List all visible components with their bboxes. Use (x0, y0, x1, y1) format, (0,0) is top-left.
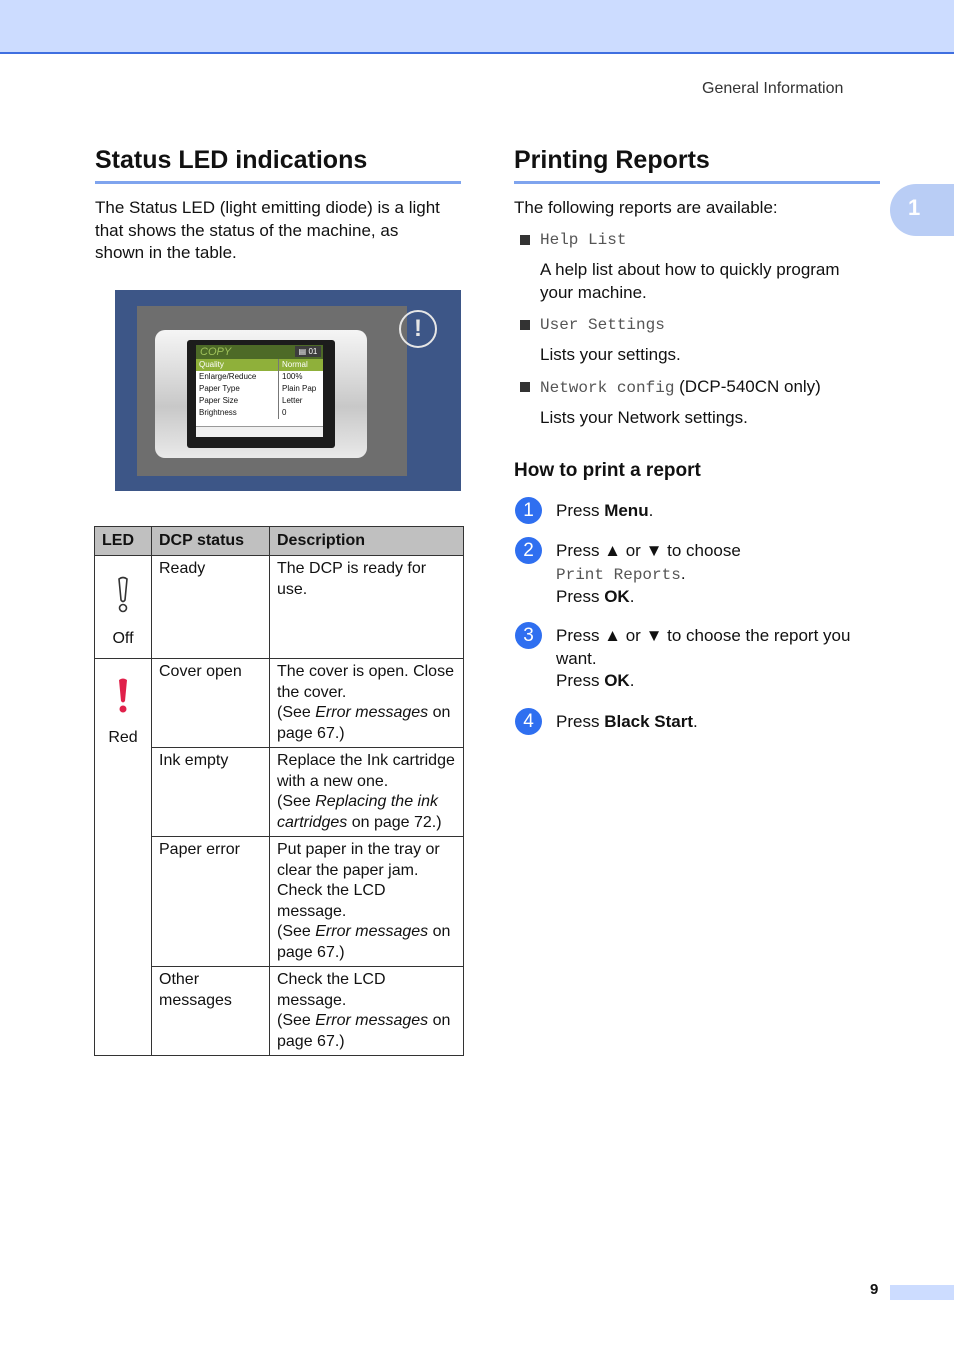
step-text-part: Press (556, 501, 605, 520)
lcd-row-value: 100% (278, 371, 302, 383)
report-item (540, 231, 626, 249)
step-text-part: Press (556, 712, 605, 731)
report-name: Network config (540, 379, 675, 397)
led-off-cell (95, 556, 152, 659)
header-band (0, 0, 954, 54)
section-title-printing-reports: Printing Reports (514, 146, 880, 184)
key-name: Black Start (604, 712, 694, 731)
lcd-copies-value: 01 (308, 347, 318, 356)
cross-reference: Error messages (315, 704, 429, 721)
intro-line: The Status LED (light emitting diode) is a light (95, 198, 440, 217)
led-off-label: Off (112, 629, 134, 647)
lcd-row (196, 395, 323, 407)
report-item (540, 377, 821, 397)
report-description: Lists your Network settings. (540, 408, 748, 427)
see-text: (See (277, 793, 316, 810)
page-reference: on page 67.) (277, 1012, 451, 1050)
col-header-description: Description (270, 527, 464, 556)
menu-option: Print Reports (556, 565, 681, 584)
lcd-row (196, 383, 323, 395)
lcd-display (187, 340, 335, 448)
page-reference: on page 72.) (347, 813, 442, 831)
status-intro (95, 197, 465, 265)
status-cell: Ink empty (152, 748, 270, 837)
report-suffix: (DCP-540CN only) (674, 377, 821, 396)
section-title-status-led: Status LED indications (95, 146, 461, 184)
status-cell: Cover open (152, 659, 270, 748)
lcd-title-bar (196, 345, 323, 359)
control-panel-figure (115, 290, 461, 491)
step-1-text (556, 500, 886, 523)
chapter-number: 1 (908, 195, 921, 220)
bullet-icon (520, 320, 530, 330)
report-item (540, 316, 665, 334)
description-cell (270, 748, 464, 837)
step-3-text (556, 625, 886, 693)
step-4-text (556, 711, 886, 734)
step-text-part: . (629, 587, 635, 606)
running-head: General Information (702, 80, 844, 97)
lcd-mode: COPY (200, 346, 232, 358)
step-number-icon: 2 (515, 537, 542, 564)
lcd-row-key: Enlarge/Reduce (199, 372, 257, 381)
report-desc-line: A help list about how to quickly program (540, 260, 840, 279)
step-2-text (556, 540, 886, 609)
lcd-row (196, 371, 323, 383)
lcd-row-value: Plain Pap (278, 383, 316, 395)
lcd-row-value: Normal (278, 359, 308, 371)
description-cell: The DCP is ready for use. (270, 556, 464, 659)
footer-band (890, 1285, 954, 1300)
cross-reference: Error messages (315, 923, 429, 940)
col-header-led: LED (95, 527, 152, 556)
page-number: 9 (870, 1281, 879, 1298)
description-text: Put paper in the tray or clear the paper jam. Check the LCD message. (277, 841, 440, 920)
lcd-copies: ▤ 01 (295, 346, 321, 357)
see-text: (See (277, 704, 316, 721)
description-cell (270, 837, 464, 967)
led-red-label: Red (108, 728, 138, 746)
key-name: OK (604, 671, 630, 690)
led-red-icon (113, 677, 133, 717)
step-number-icon: 4 (515, 708, 542, 735)
bullet-icon (520, 382, 530, 392)
table-header-row (95, 527, 464, 556)
description-cell (270, 967, 464, 1056)
chapter-tab (890, 184, 954, 236)
description-text: Check the LCD message. (277, 971, 386, 1009)
report-description: Lists your settings. (540, 345, 681, 364)
step-number-icon: 1 (515, 497, 542, 524)
led-status-table (94, 526, 464, 1056)
report-name: Help List (540, 231, 627, 249)
status-cell: Paper error (152, 837, 270, 967)
description-text: Replace the Ink cartridge with a new one. (277, 752, 455, 790)
description-text: The cover is open. Close the cover. (277, 663, 454, 701)
report-name: User Settings (540, 316, 665, 334)
step-number-icon: 3 (515, 622, 542, 649)
step-text-part: Press ▲ or ▼ to choose the report you (556, 626, 851, 645)
lcd-row (196, 407, 323, 419)
lcd-row-key: Paper Type (199, 384, 240, 393)
lcd-row-key: Brightness (199, 408, 237, 417)
intro-line: shown in the table. (95, 243, 237, 262)
cross-reference: Replacing the ink cartridges (277, 793, 438, 831)
lcd-row-value: Letter (278, 395, 302, 407)
lcd-screen (196, 345, 323, 437)
status-cell: Other messages (152, 967, 270, 1056)
description-cell (270, 659, 464, 748)
step-text-part: Press ▲ or ▼ to choose (556, 541, 741, 560)
key-name: OK (604, 587, 630, 606)
step-text-part: . (680, 563, 686, 583)
see-text: (See (277, 1012, 316, 1029)
lcd-row-key: Quality (199, 360, 224, 369)
step-text-part: . (648, 501, 654, 520)
status-led-exclamation-icon: ! (399, 310, 437, 348)
table-row (95, 659, 464, 748)
lcd-row-value: 0 (278, 407, 286, 419)
col-header-status: DCP status (152, 527, 270, 556)
step-text-part: . (693, 712, 698, 731)
step-text-part: Press (556, 587, 605, 606)
cross-reference: Error messages (315, 1012, 429, 1029)
step-text-part: Press (556, 671, 605, 690)
led-off-icon (113, 576, 133, 616)
status-cell: Ready (152, 556, 270, 659)
howto-title: How to print a report (514, 460, 701, 481)
report-description (540, 259, 880, 304)
see-text: (See (277, 923, 316, 940)
led-red-cell (95, 659, 152, 1056)
table-row (95, 556, 464, 659)
page-reference: on page 67.) (277, 704, 451, 742)
step-text-part: . (629, 671, 635, 690)
key-name: Menu (604, 501, 649, 520)
lcd-row (196, 359, 323, 371)
bullet-icon (520, 235, 530, 245)
print-intro: The following reports are available: (514, 198, 778, 217)
lcd-footer-bar (196, 426, 323, 437)
page-reference: on page 67.) (277, 923, 451, 961)
report-desc-line: your machine. (540, 282, 647, 302)
lcd-row-key: Paper Size (199, 396, 239, 405)
step-text-part: want. (556, 648, 597, 668)
intro-line: that shows the status of the machine, as (95, 220, 399, 240)
